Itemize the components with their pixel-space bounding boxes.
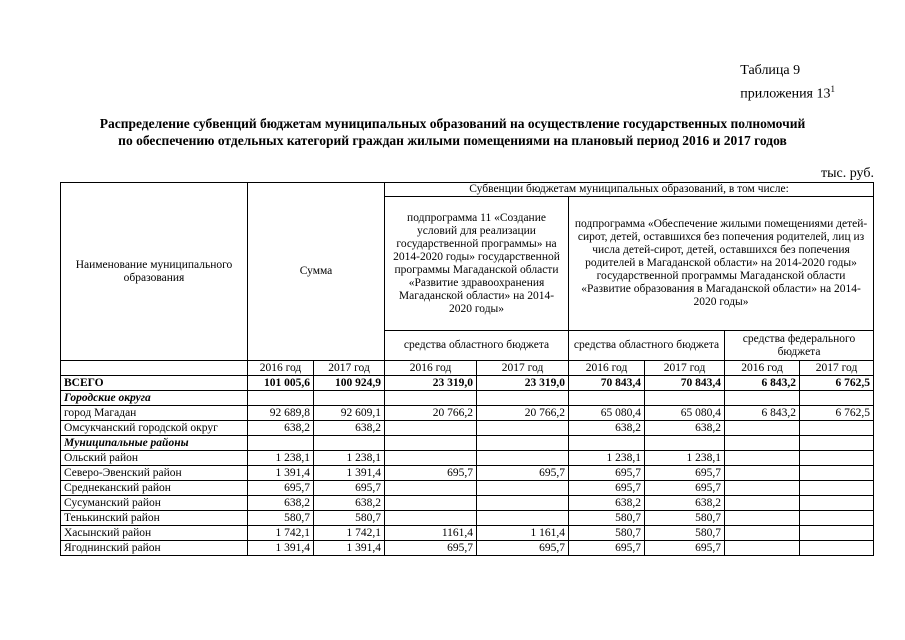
row-name: Северо-Эвенский район [61,466,248,481]
row-name: Ягоднинский район [61,541,248,556]
value-cell: 1 238,1 [248,451,314,466]
table-row [61,466,874,481]
value-cell: 695,7 [645,541,725,556]
value-cell: 1 391,4 [248,466,314,481]
value-cell: 638,2 [314,496,385,511]
value-cell: 23 319,0 [477,376,569,391]
value-cell [477,481,569,496]
value-cell: 20 766,2 [385,406,477,421]
value-cell: 638,2 [248,496,314,511]
value-cell: 1 238,1 [645,451,725,466]
year-cell: 2017 год [800,361,874,376]
row-name: Хасынский район [61,526,248,541]
value-cell [725,451,800,466]
value-cell [385,511,477,526]
table-reference [740,62,835,104]
value-cell: 6 762,5 [800,376,874,391]
value-cell [477,496,569,511]
title-line-2: по обеспечению отдельных категорий граждан жилыми помещениями на плановый период 2016 и 2017 годов [118,133,787,148]
value-cell: 70 843,4 [645,376,725,391]
value-cell [800,451,874,466]
header-program-housing: подпрограмма «Обеспечение жилыми помещениями детей-сирот, детей, оставшихся без попечения родителей, лиц из числа детей-сирот, детей, оставшихся без попечения родителей в Магаданской области» на 2014-2020 годы» государственной программы Магаданской области «Развитие образования в Магаданской области» на 2014-2020 годы» [569,197,874,331]
value-cell [725,511,800,526]
value-cell: 1 391,4 [314,466,385,481]
row-name: Среднеканский район [61,481,248,496]
value-cell: 695,7 [569,466,645,481]
value-cell [800,541,874,556]
value-cell: 92 689,8 [248,406,314,421]
value-cell [725,481,800,496]
header-regional-budget-2: средства областного бюджета [569,331,725,361]
value-cell [800,466,874,481]
value-cell: 23 319,0 [385,376,477,391]
value-cell: 20 766,2 [477,406,569,421]
header-subventions: Субвенции бюджетам муниципальных образований, в том числе: [385,183,874,197]
value-cell: 580,7 [569,526,645,541]
value-cell: 1 742,1 [314,526,385,541]
row-name: Тенькинский район [61,511,248,526]
appendix-superscript: 1 [830,84,835,94]
section-row-urban [61,391,874,406]
value-cell: 638,2 [248,421,314,436]
value-cell [385,496,477,511]
value-cell: 65 080,4 [645,406,725,421]
value-cell: 695,7 [385,466,477,481]
table-number: Таблица 9 [740,63,801,78]
value-cell [385,421,477,436]
section-label-districts: Муниципальные районы [61,436,248,451]
table-row [61,421,874,436]
value-cell: 1 161,4 [477,526,569,541]
appendix-label: приложения 13 [740,86,831,102]
value-cell: 695,7 [385,541,477,556]
header-name: Наименование муниципального образования [61,183,248,361]
section-label-urban: Городские округа [61,391,248,406]
value-cell: 695,7 [477,541,569,556]
value-cell: 92 609,1 [314,406,385,421]
value-cell: 1 238,1 [314,451,385,466]
value-cell [725,421,800,436]
table-row [61,541,874,556]
value-cell: 101 005,6 [248,376,314,391]
year-cell: 2017 год [314,361,385,376]
value-cell: 638,2 [645,496,725,511]
value-cell: 6 843,2 [725,406,800,421]
header-sum: Сумма [248,183,385,361]
value-cell: 1 742,1 [248,526,314,541]
value-cell: 580,7 [314,511,385,526]
years-row [61,361,874,376]
value-cell: 695,7 [645,466,725,481]
value-cell [477,511,569,526]
appendix-reference [740,80,835,104]
value-cell [385,451,477,466]
value-cell: 695,7 [645,481,725,496]
row-name: город Магадан [61,406,248,421]
value-cell: 1 391,4 [314,541,385,556]
year-cell: 2016 год [569,361,645,376]
value-cell: 1 238,1 [569,451,645,466]
value-cell: 695,7 [569,541,645,556]
value-cell: 6 843,2 [725,376,800,391]
table-row [61,511,874,526]
year-cell: 2016 год [385,361,477,376]
value-cell: 580,7 [248,511,314,526]
table-row [61,496,874,511]
value-cell: 638,2 [569,421,645,436]
section-row-districts [61,436,874,451]
value-cell [385,481,477,496]
row-name: Ольский район [61,451,248,466]
total-row [61,376,874,391]
table-row [61,481,874,496]
value-cell [725,496,800,511]
value-cell: 638,2 [569,496,645,511]
value-cell: 580,7 [569,511,645,526]
value-cell [477,451,569,466]
value-cell [725,526,800,541]
value-cell [477,421,569,436]
table-row [61,406,874,421]
header-regional-budget-1: средства областного бюджета [385,331,569,361]
value-cell [725,541,800,556]
value-cell: 695,7 [248,481,314,496]
value-cell: 638,2 [645,421,725,436]
value-cell: 6 762,5 [800,406,874,421]
header-program-11: подпрограмма 11 «Создание условий для реализации государственной программы» на 2014-2020 годы» государственной программы Магаданской области «Развитие здравоохранения Магаданской области» на 2014-2020 годы» [385,197,569,331]
value-cell [725,466,800,481]
value-cell [800,481,874,496]
units-label: тыс. руб. [821,166,874,181]
title-line-1: Распределение субвенций бюджетам муниципальных образований на осуществление государственных полномочий [99,116,806,131]
header-federal-budget: средства федерального бюджета [725,331,874,361]
year-cell: 2016 год [725,361,800,376]
value-cell [800,421,874,436]
budget-table [60,182,874,556]
value-cell: 100 924,9 [314,376,385,391]
value-cell: 580,7 [645,526,725,541]
years-row-empty [61,361,248,376]
year-cell: 2016 год [248,361,314,376]
year-cell: 2017 год [477,361,569,376]
table-row [61,526,874,541]
year-cell: 2017 год [645,361,725,376]
row-name: Омсукчанский городской округ [61,421,248,436]
value-cell: 695,7 [477,466,569,481]
table-row [61,451,874,466]
row-name: ВСЕГО [61,376,248,391]
value-cell: 1 391,4 [248,541,314,556]
value-cell: 65 080,4 [569,406,645,421]
document-title [40,115,865,149]
row-name: Сусуманский район [61,496,248,511]
value-cell [800,496,874,511]
value-cell: 580,7 [645,511,725,526]
value-cell [800,511,874,526]
value-cell: 695,7 [569,481,645,496]
value-cell: 638,2 [314,421,385,436]
value-cell: 1161,4 [385,526,477,541]
value-cell: 695,7 [314,481,385,496]
value-cell [800,526,874,541]
value-cell: 70 843,4 [569,376,645,391]
